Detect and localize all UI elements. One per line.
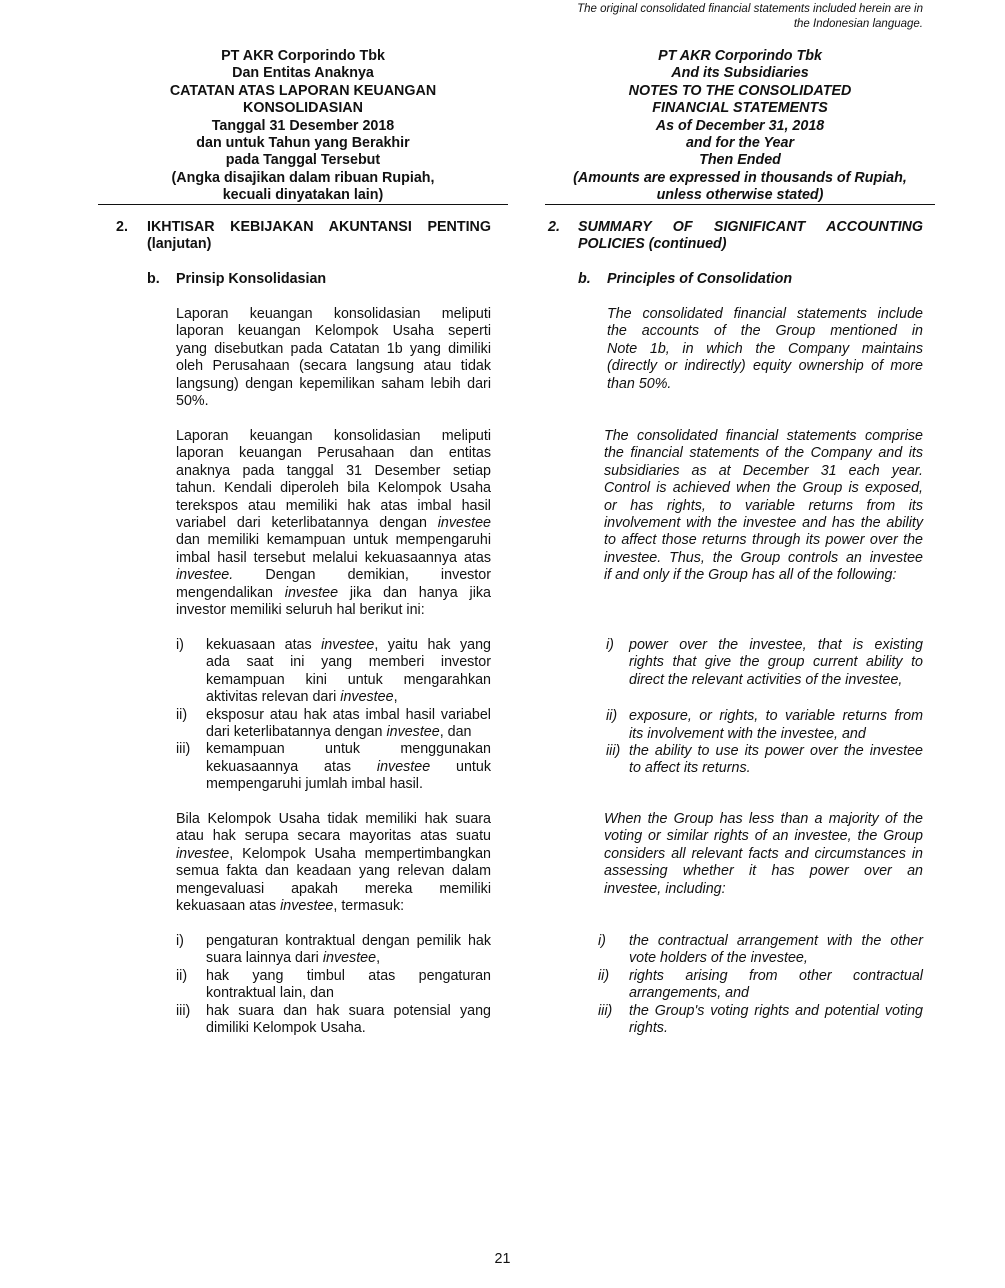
power-assessment-list	[176, 933, 491, 1037]
paragraph-1: The consolidated financial statements include the accounts of the Group mentioned in Note 1b, in which the Company maintains (directly or indirectly) equity ownership of more than 50%.	[607, 306, 923, 392]
list-item: iii) kemampuan untuk menggunakan kekuasaannya atas investee untuk mempengaruhi jumlah imbal hasil.	[176, 741, 492, 793]
section-title: SUMMARY OF SIGNIFICANT ACCOUNTING POLICIES (continued)	[578, 219, 923, 253]
paragraph-2: The consolidated financial statements comprise the financial statements of the Company and its subsidiaries as at December 31 each year. Control is achieved when the Group is exposed, or has rights, to variable returns from its involvement with the investee and has the ability to affect those returns through its power over the investee. Thus, the Group controls an investee if and only if the Group has all of the following:	[604, 428, 923, 584]
header-english: PT AKR Corporindo Tbk And its Subsidiaries NOTES TO THE CONSOLIDATED FINANCIAL STATEMENTS As of December 31, 2018 and for the Year Then Ended (Amounts are expressed in thousands of Rupiah, unless otherwise stated)	[545, 48, 935, 205]
paragraph-3: When the Group has less than a majority of the voting or similar rights of an investee, the Group considers all relevant facts and circumstances in assessing whether it has power over an investee, including:	[604, 811, 923, 897]
company-name: PT AKR Corporindo Tbk	[221, 48, 385, 64]
list-item: ii) hak yang timbul atas pengaturan kontraktual lain, dan	[176, 967, 491, 1002]
list-item: i) power over the investee, that is existing rights that give the group current ability to direct the relevant activities of the investee,	[606, 637, 923, 688]
document-title: NOTES TO THE CONSOLIDATED	[628, 82, 852, 99]
subsection-marker: b.	[578, 271, 591, 287]
control-criteria-list	[176, 637, 491, 794]
control-criteria-list	[606, 637, 923, 778]
list-item: iii) hak suara dan hak suara potensial yang dimiliki Kelompok Usaha.	[176, 1002, 491, 1037]
section-number: 2.	[548, 219, 560, 235]
subsection-title: Prinsip Konsolidasian	[176, 271, 327, 287]
document-date: As of December 31, 2018	[655, 117, 825, 134]
subsection-marker: b.	[147, 271, 160, 287]
header-indonesian: PT AKR Corporindo Tbk Dan Entitas Anaknya CATATAN ATAS LAPORAN KEUANGAN KONSOLIDASIAN Tanggal 31 Desember 2018 dan untuk Tahun yang Berakhir pada Tanggal Tersebut (Angka disajikan dalam ribuan Rupiah, kecuali dinyatakan lain)	[98, 48, 508, 205]
paragraph-1: Laporan keuangan konsolidasian meliputi laporan keuangan Kelompok Usaha seperti yang disebutkan pada Catatan 1b yang dimiliki oleh Perusahaan (secara langsung atau tidak langsung) dengan kepemilikan saham lebih dari 50%.	[176, 306, 491, 410]
company-name: PT AKR Corporindo Tbk	[658, 48, 822, 64]
list-item: ii) rights arising from other contractual arrangements, and	[598, 967, 923, 1002]
list-item: ii) exposure, or rights, to variable returns from its involvement with the investee, and	[606, 708, 923, 742]
list-item: iii) the ability to use its power over the investee to affect its returns.	[606, 743, 923, 777]
list-item: i) kekuasaan atas investee, yaitu hak yang ada saat ini yang memberi investor kemampuan kini untuk mengarahkan aktivitas relevan dari investee,	[176, 637, 491, 706]
subsection-title: Principles of Consolidation	[607, 271, 793, 287]
power-assessment-list	[598, 933, 923, 1037]
section-number: 2.	[116, 219, 128, 235]
paragraph-2: Laporan keuangan konsolidasian meliputi laporan keuangan Perusahaan dan entitas anaknya pada tanggal 31 Desember setiap tahun. Kendali diperoleh bila Kelompok Usaha terekspos atau memiliki hak atas imbal hasil variabel dari keterlibatannya dengan investee dan memiliki kemampuan untuk mempengaruhi imbal hasil tersebut melalui kekuasaannya atas investee. Dengan demikian, investor mengendalikan investee jika dan hanya jika investor memiliki seluruh hal berikut ini:	[176, 428, 491, 619]
list-item: ii) eksposur atau hak atas imbal hasil variabel dari keterlibatannya dengan investee, dan	[176, 706, 491, 741]
header-divider-right	[545, 204, 935, 205]
document-title: CATATAN ATAS LAPORAN KEUANGAN	[169, 82, 437, 99]
list-item: i) the contractual arrangement with the other vote holders of the investee,	[598, 933, 923, 967]
list-item: i) pengaturan kontraktual dengan pemilik hak suara lainnya dari investee,	[176, 933, 491, 967]
translation-note: The original consolidated financial statements included herein are in the Indonesian language.	[577, 3, 923, 30]
section-title: IKHTISAR KEBIJAKAN AKUNTANSI PENTING (lanjutan)	[147, 219, 491, 253]
header-divider-left	[98, 204, 508, 205]
page-number: 21	[494, 1251, 511, 1267]
paragraph-3: Bila Kelompok Usaha tidak memiliki hak suara atau hak serupa secara mayoritas atas suatu investee, Kelompok Usaha mempertimbangkan semua fakta dan keadaan yang relevan dalam mengevaluasi apakah mereka memiliki kekuasaan atas investee, termasuk:	[176, 811, 491, 915]
list-item: iii) the Group's voting rights and potential voting rights.	[598, 1002, 923, 1037]
document-date: Tanggal 31 Desember 2018	[211, 117, 395, 134]
